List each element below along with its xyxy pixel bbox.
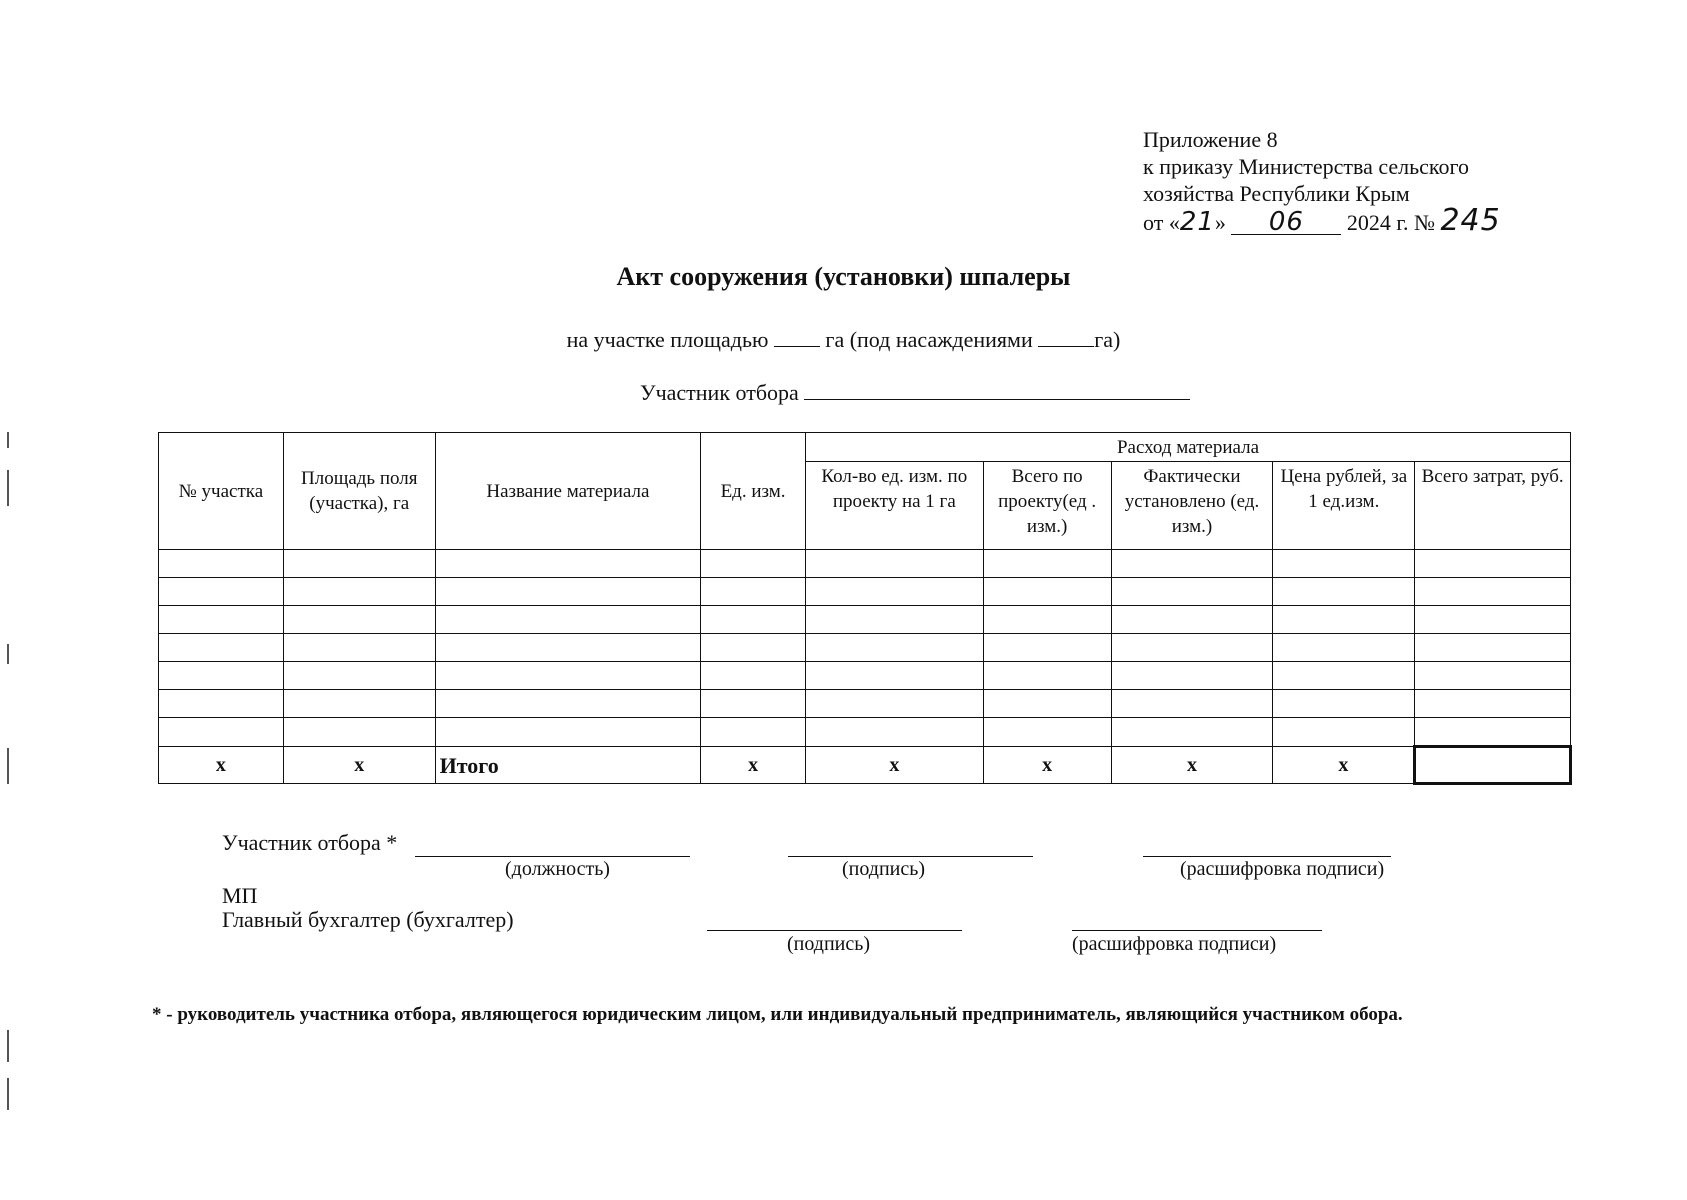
table-cell[interactable] xyxy=(435,718,701,747)
table-cell[interactable] xyxy=(701,690,806,718)
participant-signature-label: Участник отбора * xyxy=(222,830,398,855)
header-actual-installed: Фактически установлено (ед. изм.) xyxy=(1111,462,1273,550)
materials-table xyxy=(158,432,1572,785)
total-row xyxy=(159,747,1571,784)
table-cell[interactable] xyxy=(701,718,806,747)
scan-margin-mark xyxy=(7,1078,9,1110)
appendix-block xyxy=(1143,126,1501,236)
table-cell[interactable] xyxy=(1111,634,1273,662)
total-cell: x xyxy=(701,747,806,784)
table-cell[interactable] xyxy=(805,662,983,690)
table-row xyxy=(159,662,1571,690)
total-cell: x xyxy=(283,747,435,784)
table-cell[interactable] xyxy=(805,718,983,747)
table-cell[interactable] xyxy=(983,578,1111,606)
table-cell[interactable] xyxy=(283,634,435,662)
participant-blank-field[interactable] xyxy=(804,381,1190,400)
table-cell[interactable] xyxy=(159,690,284,718)
table-cell[interactable] xyxy=(805,578,983,606)
table-cell[interactable] xyxy=(1415,718,1571,747)
decoding-line[interactable] xyxy=(1143,856,1391,857)
table-cell[interactable] xyxy=(701,550,806,578)
total-cell: x xyxy=(159,747,284,784)
table-cell[interactable] xyxy=(283,662,435,690)
decoding-caption: (расшифровка подписи) xyxy=(1180,858,1385,880)
header-price: Цена рублей, за 1 ед.изм. xyxy=(1273,462,1415,550)
table-cell[interactable] xyxy=(701,606,806,634)
accountant-decoding-line[interactable] xyxy=(1072,930,1322,931)
table-cell[interactable] xyxy=(701,634,806,662)
scan-margin-mark xyxy=(7,432,9,448)
header-field-area: Площадь поля (участка), га xyxy=(283,433,435,550)
table-cell[interactable] xyxy=(1111,578,1273,606)
table-cell[interactable] xyxy=(1273,690,1415,718)
total-cell: x xyxy=(805,747,983,784)
table-cell[interactable] xyxy=(1273,550,1415,578)
table-row xyxy=(159,578,1571,606)
total-cell: x xyxy=(1273,747,1415,784)
table-cell[interactable] xyxy=(805,606,983,634)
table-cell[interactable] xyxy=(1111,690,1273,718)
table-cell[interactable] xyxy=(983,690,1111,718)
table-cell[interactable] xyxy=(435,634,701,662)
table-row xyxy=(159,690,1571,718)
table-cell[interactable] xyxy=(1415,634,1571,662)
table-cell[interactable] xyxy=(1415,550,1571,578)
scan-margin-mark xyxy=(7,748,9,784)
table-cell[interactable] xyxy=(983,634,1111,662)
table-cell[interactable] xyxy=(283,690,435,718)
area-text-1: на участке площадью xyxy=(566,327,769,352)
scan-margin-mark xyxy=(7,644,9,664)
appendix-date-line xyxy=(1143,203,1501,238)
table-cell[interactable] xyxy=(983,550,1111,578)
planted-area-blank-field[interactable] xyxy=(1038,328,1094,347)
table-cell[interactable] xyxy=(283,718,435,747)
table-cell[interactable] xyxy=(701,578,806,606)
total-cell: x xyxy=(1111,747,1273,784)
date-prefix: от « xyxy=(1143,210,1180,235)
accountant-signature-caption: (подпись) xyxy=(787,933,871,955)
area-line xyxy=(0,327,1687,353)
stamp-mark: МП xyxy=(222,883,258,908)
total-label: Итого xyxy=(435,747,701,784)
table-cell[interactable] xyxy=(1273,634,1415,662)
table-cell[interactable] xyxy=(1111,550,1273,578)
appendix-line-3: хозяйства Республики Крым xyxy=(1143,181,1410,206)
table-cell[interactable] xyxy=(159,662,284,690)
table-cell[interactable] xyxy=(435,550,701,578)
table-cell[interactable] xyxy=(1415,578,1571,606)
table-cell[interactable] xyxy=(983,606,1111,634)
table-cell[interactable] xyxy=(1273,606,1415,634)
participant-line xyxy=(640,380,1190,406)
table-cell[interactable] xyxy=(1111,606,1273,634)
appendix-line-2: к приказу Министерства сельского xyxy=(1143,154,1469,179)
header-total-project: Всего по проекту(ед . изм.) xyxy=(983,462,1111,550)
table-cell[interactable] xyxy=(1273,578,1415,606)
table-cell[interactable] xyxy=(159,606,284,634)
table-cell[interactable] xyxy=(435,690,701,718)
table-cell[interactable] xyxy=(283,550,435,578)
table-cell[interactable] xyxy=(805,690,983,718)
table-cell[interactable] xyxy=(283,606,435,634)
total-cost-cell[interactable] xyxy=(1415,747,1571,784)
table-cell[interactable] xyxy=(283,578,435,606)
table-cell[interactable] xyxy=(805,634,983,662)
table-cell[interactable] xyxy=(159,550,284,578)
table-row xyxy=(159,718,1571,747)
appendix-line-1: Приложение 8 xyxy=(1143,127,1278,152)
table-row xyxy=(159,550,1571,578)
scan-margin-mark xyxy=(7,1030,9,1062)
table-cell[interactable] xyxy=(1415,662,1571,690)
participant-label: Участник отбора xyxy=(640,380,799,405)
header-qty-per-ha: Кол-во ед. изм. по проекту на 1 га xyxy=(805,462,983,550)
header-material-name: Название материала xyxy=(435,433,701,550)
area-blank-field[interactable] xyxy=(774,328,820,347)
table-cell[interactable] xyxy=(435,662,701,690)
table-cell[interactable] xyxy=(1415,690,1571,718)
year-text: 2024 г. № xyxy=(1346,210,1435,235)
table-cell[interactable] xyxy=(435,578,701,606)
table-cell[interactable] xyxy=(983,718,1111,747)
table-cell[interactable] xyxy=(159,578,284,606)
header-unit: Ед. изм. xyxy=(701,433,806,550)
table-row xyxy=(159,634,1571,662)
area-text-3: га) xyxy=(1094,327,1121,352)
position-caption: (должность) xyxy=(505,858,610,880)
accountant-label: Главный бухгалтер (бухгалтер) xyxy=(222,907,514,932)
table-row xyxy=(159,606,1571,634)
footnote: * - руководитель участника отбора, являющегося юридическим лицом, или индивидуальный предприниматель, являющийся участником обора. xyxy=(152,1004,1403,1025)
accountant-signature-line[interactable] xyxy=(707,930,962,931)
table-cell[interactable] xyxy=(159,718,284,747)
table-cell[interactable] xyxy=(701,662,806,690)
total-cell: x xyxy=(983,747,1111,784)
table-cell[interactable] xyxy=(1111,662,1273,690)
position-line[interactable] xyxy=(415,856,690,857)
handwritten-day: 21 xyxy=(1179,207,1215,237)
table-cell[interactable] xyxy=(1273,662,1415,690)
scan-margin-mark xyxy=(7,470,9,506)
header-total-cost: Всего затрат, руб. xyxy=(1415,462,1571,550)
table-cell[interactable] xyxy=(159,634,284,662)
document-title: Акт сооружения (установки) шпалеры xyxy=(616,262,1071,291)
table-cell[interactable] xyxy=(805,550,983,578)
table-cell[interactable] xyxy=(1273,718,1415,747)
handwritten-order-number: 245 xyxy=(1440,203,1501,238)
table-cell[interactable] xyxy=(1415,606,1571,634)
signature-line[interactable] xyxy=(788,856,1033,857)
table-cell[interactable] xyxy=(1111,718,1273,747)
date-mid: » xyxy=(1214,210,1232,235)
header-material-use: Расход материала xyxy=(805,433,1570,462)
table-cell[interactable] xyxy=(983,662,1111,690)
area-text-2: га (под насаждениями xyxy=(825,327,1033,352)
signature-caption: (подпись) xyxy=(842,858,926,880)
table-cell[interactable] xyxy=(435,606,701,634)
header-plot-no: № участка xyxy=(159,433,284,550)
handwritten-month: 06 xyxy=(1231,210,1341,235)
accountant-decoding-caption: (расшифровка подписи) xyxy=(1072,933,1277,955)
table-body xyxy=(159,550,1571,784)
